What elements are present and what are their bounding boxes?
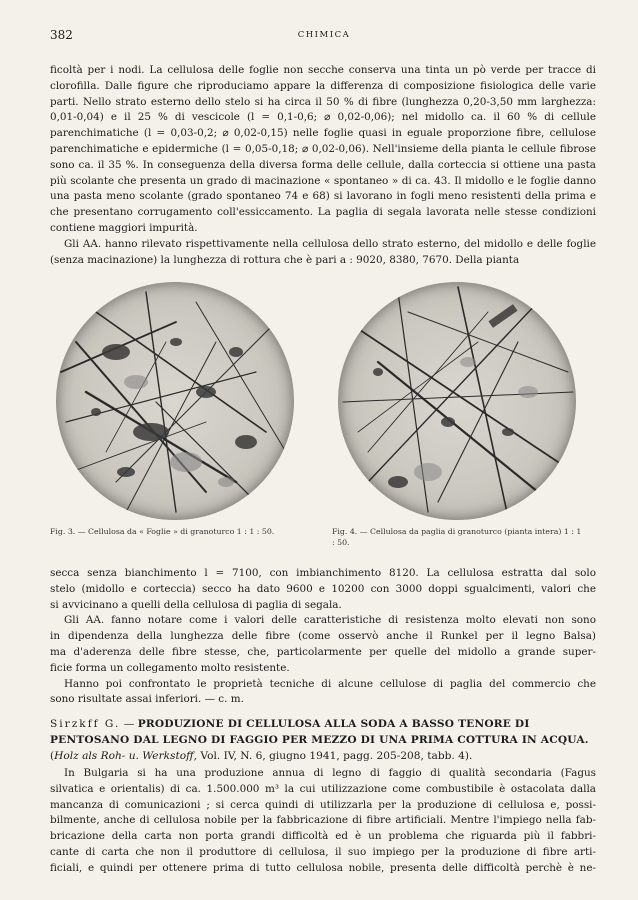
text-line: si avvicinano a quelli della cellulosa di paglia di segala. bbox=[50, 598, 342, 611]
figure-3 bbox=[50, 282, 300, 537]
text-line: Gli AA. fanno notare come i valori delle caratteristiche di resistenza molto elevati non sono bbox=[64, 614, 596, 627]
text-line: secca senza bianchimento l = 7100, con imbianchimento 8120. La cellulosa estratta dal solo bbox=[50, 567, 596, 579]
micrograph-leaves-image bbox=[56, 282, 294, 520]
body-text-top bbox=[50, 63, 596, 268]
text-line: bilmente, anche di cellulosa nobile per la fabbricazione di fibre artificiali. Mentre l'impiego nella fab- bbox=[50, 814, 596, 827]
text-line: cante di carta che non il produttore di cellulosa, il suo impiego per la produzione di fibre arti- bbox=[50, 845, 596, 858]
text-line: mancanza di comunicazioni ; si cerca quindi di utilizzarla per la produzione di cellulosa e, possi- bbox=[50, 798, 596, 811]
abstract-source-details: Vol. IV, N. 6, giugno 1941, pagg. 205-208, tabb. 4). bbox=[200, 750, 473, 762]
text-line: ficie forma un collegamento molto resistente. bbox=[50, 661, 290, 674]
text-line: ma d'aderenza delle fibre stesse, che, particolarmente per quelle del midollo a grande super- bbox=[50, 645, 596, 658]
text-line: ficiali, e quindi per ottenere prima di tutto cellulosa nobile, presenta delle difficoltà perchè è ne- bbox=[50, 861, 596, 874]
micrograph-fibers-illustration bbox=[338, 282, 576, 520]
second-paragraph: Gli AA. hanno rilevato rispettivamente nella cellulosa dello strato esterno, del midollo e delle foglie (senza macinazione) la lunghezza di rottura che è pari a : 9020, 8380, 7670. Della pianta bbox=[50, 237, 596, 266]
micrograph-fibers-illustration bbox=[56, 282, 294, 520]
figure-4-caption: Fig. 4. — Cellulosa da paglia di granoturco (pianta intera) 1 : 1 : 50. bbox=[332, 527, 582, 547]
abstract-author: Sirzkff G. bbox=[50, 718, 121, 730]
figure-4 bbox=[332, 282, 582, 548]
page-number: 382 bbox=[50, 28, 73, 42]
abstract-source-open: ( bbox=[50, 750, 55, 762]
abstract-dash: — bbox=[123, 718, 135, 730]
abstract-source-journal: Holz als Roh- u. Werkstoff, bbox=[54, 750, 198, 762]
text-line: stelo (midollo e corteccia) secco ha dato 9600 e 10200 con 3000 doppi sgualcimenti, valori che bbox=[50, 582, 596, 595]
text-line: sono risultate assai inferiori. — c. m. bbox=[50, 693, 244, 706]
abstract-heading bbox=[50, 716, 596, 764]
intro-paragraph: ficoltà per i nodi. La cellulosa delle foglie non secche conserva una tinta un pò verde per tracce di clorofilla. Dalle figure che riproduciamo appare la differenza di composizione fisiologica delle varie parti. Nello strato esterno dello stelo si ha circa il 50 % di fibre (lunghezza 0,20-3,50 mm larghezza: 0,01-0,04) e il 25 % di vescicole (l = 0,1-0,6; ⌀ 0,02-0,06); nel midollo ca. il 60 % di cellule parenchimatiche (l = 0,03-0,2; ⌀ 0,02-0,15) nelle foglie quasi in eguale proporzione fibre, cellulose parenchimatiche e epidermiche (l = 0,05-0,18; ⌀ 0,02-0,06). Nell'insieme della pianta le cellule fibrose sono ca. il 35 %. In conseguenza della diversa forma delle cellule, dalla corteccia si ottiene una pasta più scolante che presenta un grado di macinazione « spontaneo » di ca. 43. Il midollo e le foglie danno una pasta meno scolante (grado spontaneo 74 e 68) si lavorano in fogli meno resistenti della prima e che presentano corrugamento coll'essiccamento. La paglia di segala lavorata nelle stesse condizioni contiene maggiori impurità. bbox=[50, 64, 596, 234]
text-line: Hanno poi confrontato le proprietà tecniche di alcune cellulose di paglia del commercio che bbox=[64, 677, 596, 690]
text-line: in dipendenza della lunghezza delle fibre (come osservò anche il Runkel per il legno Balsa) bbox=[50, 630, 596, 643]
running-head bbox=[50, 28, 598, 44]
abstract-body bbox=[50, 766, 596, 877]
abstract-title: PRODUZIONE DI CELLULOSA ALLA SODA A BASSO TENORE DI PENTOSANO DAL LEGNO DI FAGGIO PER MEZZO DI UNA PRIMA COTTURA IN ACQUA. bbox=[50, 718, 589, 746]
figure-3-caption: Fig. 3. — Cellulosa da « Foglie » di granoturco 1 : 1 : 50. bbox=[50, 527, 275, 536]
text-line: silvatica e orientalis) di ca. 1.500.000 m³ la cui utilizzazione come combustibile è ostacolata dalla bbox=[50, 782, 596, 795]
micrograph-whole-plant-image bbox=[338, 282, 576, 520]
body-text-after-figures bbox=[50, 566, 596, 708]
journal-section-header: CHIMICA bbox=[297, 30, 351, 40]
text-line: bricazione della carta non porta grandi difficoltà ed è un problema che riguarda più il fabbri- bbox=[50, 830, 596, 843]
text-line: In Bulgaria si ha una produzione annua di legno di faggio di qualità secondaria (Fagus bbox=[64, 767, 596, 779]
